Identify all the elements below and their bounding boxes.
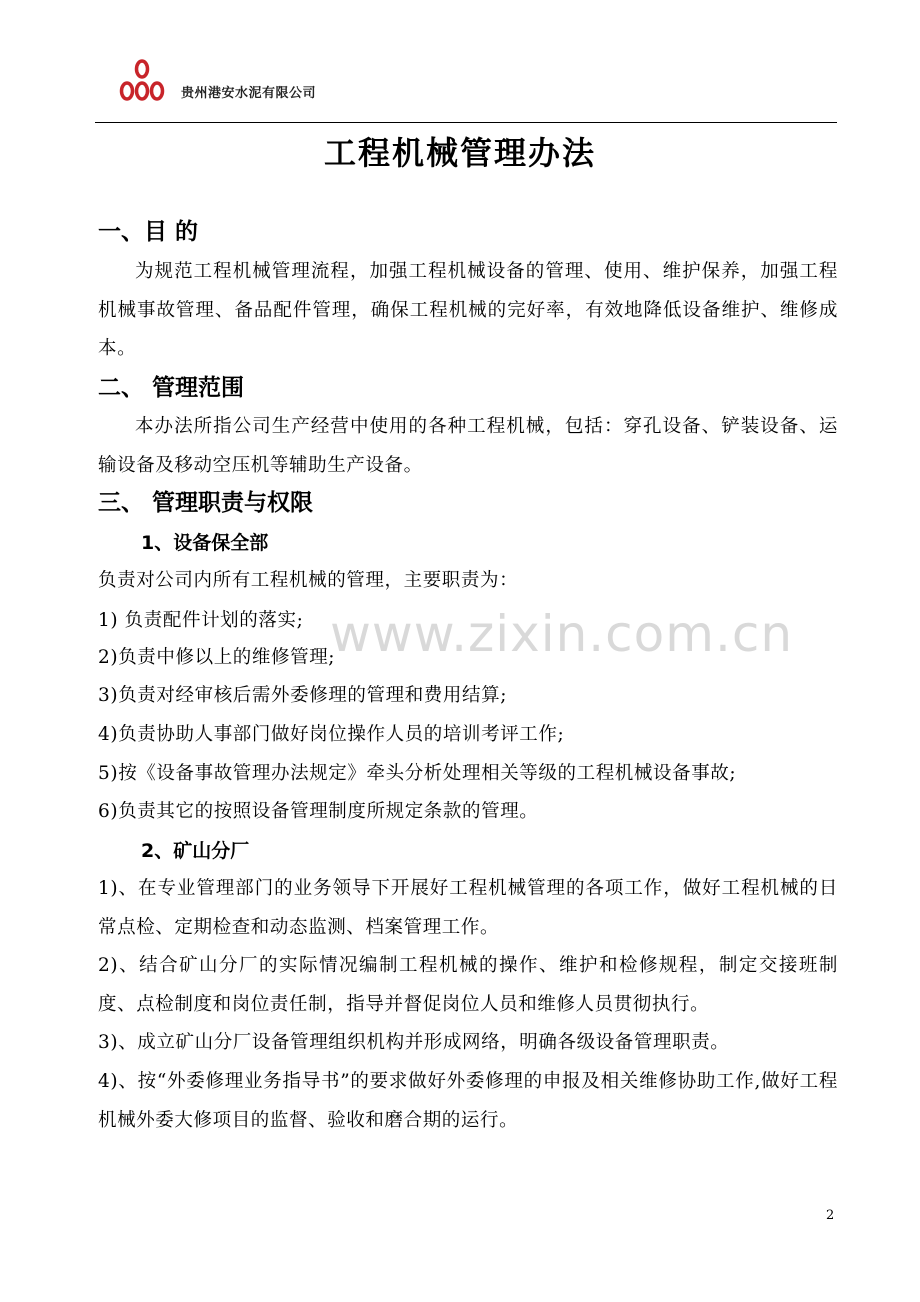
section1-body: 为规范工程机械管理流程，加强工程机械设备的管理、使用、维护保养，加强工程机械事故管理、备品配件管理，确保工程机械的完好率，有效地降低设备维护、维修成本。 bbox=[98, 261, 838, 359]
sub1-intro: 负责对公司内所有工程机械的管理，主要职责为： bbox=[98, 570, 519, 591]
sub2-item: 3)、成立矿山分厂设备管理组织机构并形成网络，明确各级设备管理职责。 bbox=[98, 1032, 730, 1053]
sub1-item: 6)负责其它的按照设备管理制度所规定条款的管理。 bbox=[98, 801, 539, 822]
sub1-heading: 1、设备保全部 bbox=[141, 532, 269, 554]
section2-heading: 二、 管理范围 bbox=[98, 375, 245, 401]
sub1-item: 1) 负责配件计划的落实; bbox=[98, 610, 304, 631]
section1-heading: 一、目 的 bbox=[98, 219, 199, 245]
watermark: www.zixin.com.cn bbox=[330, 605, 794, 663]
section2-body: 本办法所指公司生产经营中使用的各种工程机械，包括：穿孔设备、铲装设备、运输设备及移动空压机等辅助生产设备。 bbox=[98, 416, 838, 476]
sub2-item: 2)、结合矿山分厂的实际情况编制工程机械的操作、维护和检修规程，制定交接班制度、点检制度和岗位责任制，指导并督促岗位人员和维修人员贯彻执行。 bbox=[98, 955, 838, 1015]
company-logo bbox=[119, 58, 165, 104]
sub1-item: 3)负责对经审核后需外委修理的管理和费用结算; bbox=[98, 685, 508, 706]
company-name: 贵州港安水泥有限公司 bbox=[181, 86, 317, 101]
header-divider bbox=[95, 122, 837, 123]
sub2-item: 1)、在专业管理部门的业务领导下开展好工程机械管理的各项工作，做好工程机械的日常点检、定期检查和动态监测、档案管理工作。 bbox=[98, 878, 838, 938]
document-title: 工程机械管理办法 bbox=[323, 134, 596, 172]
sub1-item: 2)负责中修以上的维修管理; bbox=[98, 647, 336, 668]
sub2-heading: 2、矿山分厂 bbox=[141, 840, 250, 862]
sub1-item: 4)负责协助人事部门做好岗位操作人员的培训考评工作; bbox=[98, 724, 565, 745]
sub1-item: 5)按《设备事故管理办法规定》牵头分析处理相关等级的工程机械设备事故; bbox=[98, 763, 737, 784]
section3-heading: 三、 管理职责与权限 bbox=[98, 490, 314, 516]
page-number: 2 bbox=[826, 1208, 835, 1223]
company-logo-icon bbox=[119, 58, 165, 104]
sub2-item: 4)、按“外委修理业务指导书”的要求做好外委修理的申报及相关维修协助工作,做好工程机械外委大修项目的监督、验收和磨合期的运行。 bbox=[98, 1071, 838, 1131]
